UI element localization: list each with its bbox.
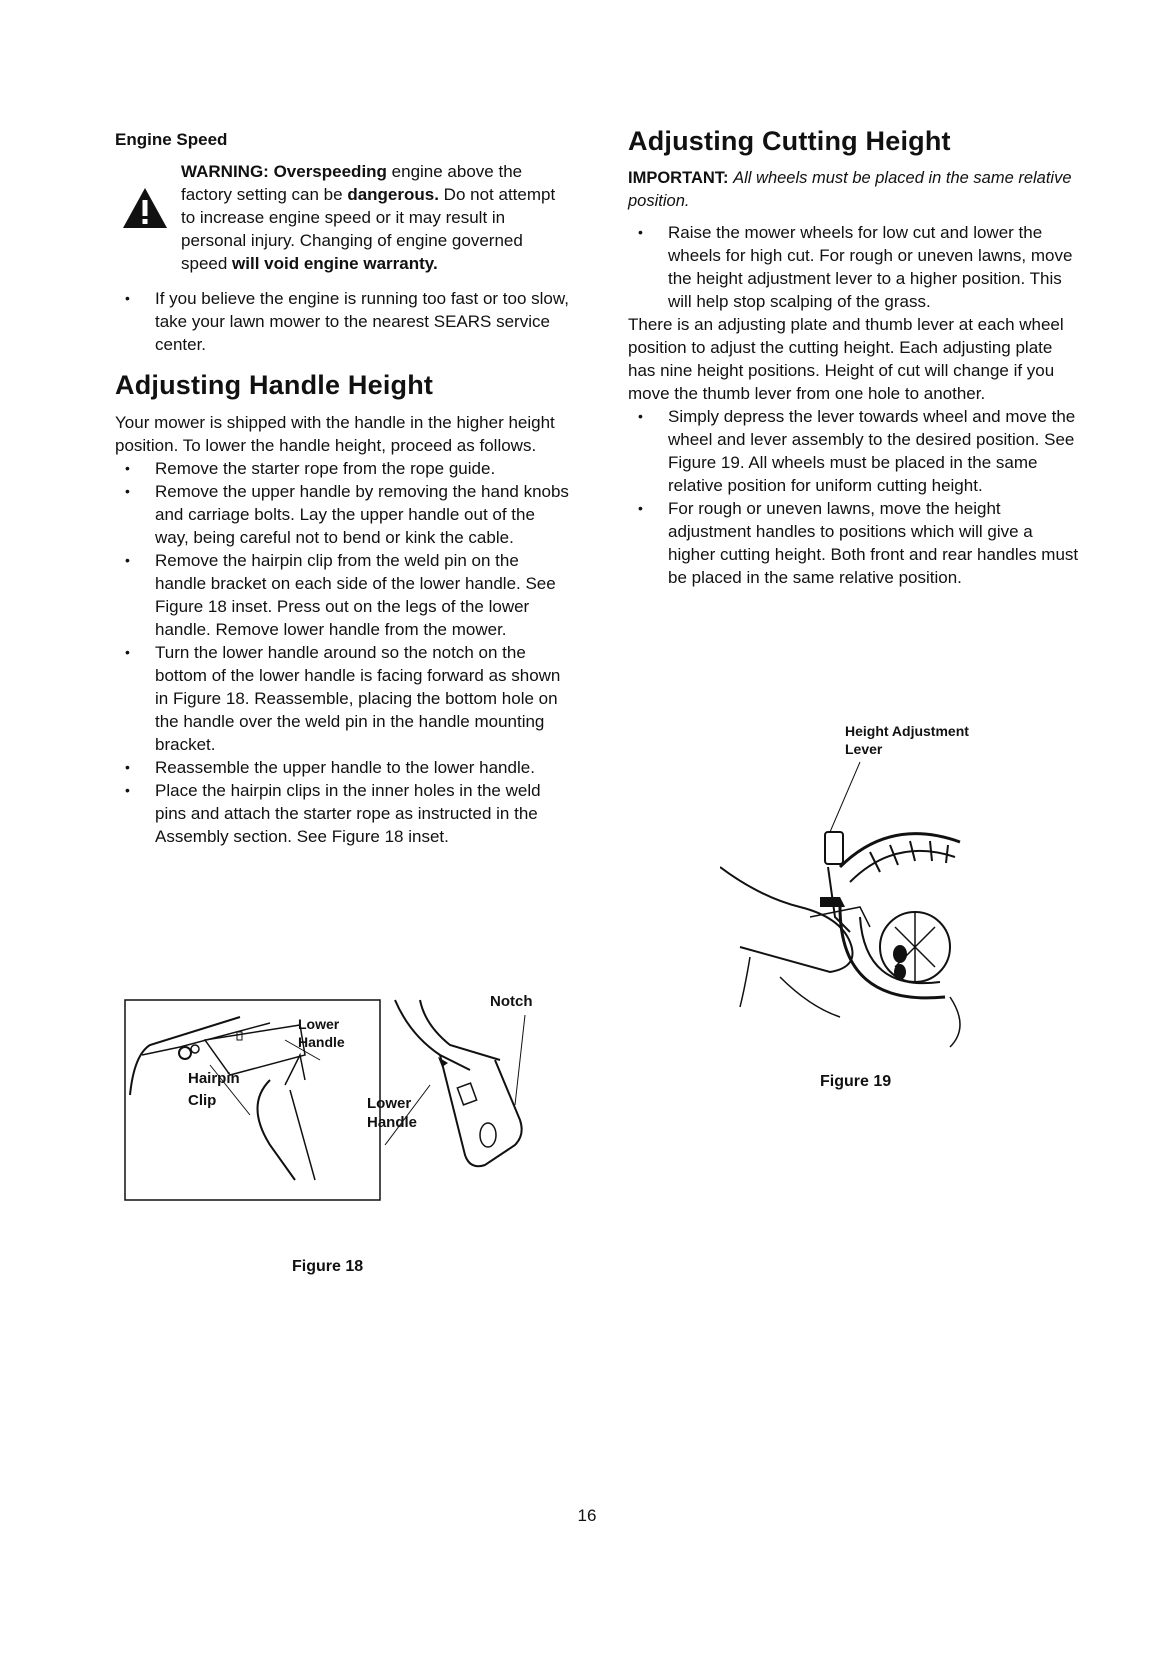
handle-bullet-list	[115, 457, 570, 848]
warning-dangerous: dangerous.	[347, 185, 439, 204]
figure-19-caption: Figure 19	[820, 1073, 892, 1090]
list-item: • Remove the starter rope from the rope guide.	[115, 457, 570, 480]
important-note	[628, 167, 1083, 213]
cutting-bullet-list-a	[628, 221, 1083, 313]
list-item: • For rough or uneven lawns, move the height adjustment handles to positions which will give a higher cutting height. Both front and rear handles must be placed in the same relative position.	[628, 497, 1083, 589]
clip-label: Clip	[188, 1092, 217, 1109]
page-number: 16	[577, 1506, 597, 1525]
figure-19-drawing	[720, 757, 1040, 1062]
left-column	[115, 130, 570, 848]
warning-lead: WARNING:	[181, 162, 269, 181]
list-item: • Turn the lower handle around so the notch on the bottom of the lower handle is facing forward as shown in Figure 18. Reassemble, placing the bottom hole on the handle over the weld pin in the handle mounting bracket.	[115, 641, 570, 756]
list-item: • Remove the hairpin clip from the weld pin on the handle bracket on each side of the lower handle. See Figure 18 inset. Press out on the legs of the lower handle. Remove lower handle from the mower.	[115, 549, 570, 641]
cutting-height-heading: Adjusting Cutting Height	[628, 126, 951, 156]
handle-label: Handle	[367, 1114, 418, 1131]
figure-18-caption: Figure 18	[292, 1258, 364, 1275]
figure-18	[120, 995, 580, 1245]
figure-19	[720, 722, 1040, 1062]
inset-handle-label: Handle	[298, 1034, 345, 1050]
inset-lower-label: Lower	[298, 1016, 340, 1032]
figure-18-drawing	[120, 995, 580, 1245]
list-item: • Place the hairpin clips in the inner holes in the weld pins and attach the starter rope as instructed in the Assembly section. See Figure 18 inset.	[115, 779, 570, 848]
height-adjustment-label: Height Adjustment	[845, 723, 969, 739]
lever-label: Lever	[845, 741, 883, 757]
right-column	[628, 126, 1083, 589]
engine-bullet-list	[115, 287, 570, 356]
handle-height-heading: Adjusting Handle Height	[115, 370, 434, 400]
warning-void: will void engine warranty.	[232, 254, 438, 273]
list-item: • Simply depress the lever towards wheel and move the wheel and lever assembly to the desired position. See Figure 19. All wheels must be placed in the same relative position for uniform cutting height.	[628, 405, 1083, 497]
warning-text-1: engine above the factory setting can be	[181, 162, 523, 204]
notch-label: Notch	[490, 993, 533, 1010]
important-text: All wheels must be placed in the same relative position.	[628, 169, 1072, 210]
cutting-bullet-list-b	[628, 405, 1083, 589]
list-item: • Raise the mower wheels for low cut and lower the wheels for high cut. For rough or uneven lawns, move the height adjustment lever to a higher position. This will help stop scalping of the grass.	[628, 221, 1083, 313]
hairpin-label: Hairpin	[188, 1070, 240, 1087]
handle-intro: Your mower is shipped with the handle in the higher height position. To lower the handle height, proceed as follows.	[115, 413, 555, 455]
engine-speed-heading: Engine Speed	[115, 130, 228, 149]
list-item: • If you believe the engine is running too fast or too slow, take your lawn mower to the nearest SEARS service center.	[115, 287, 570, 356]
list-item: • Reassemble the upper handle to the lower handle.	[115, 756, 570, 779]
important-label: IMPORTANT:	[628, 169, 729, 187]
adjusting-plate-paragraph: There is an adjusting plate and thumb lever at each wheel position to adjust the cutting height. Each adjusting plate has nine height positions. Height of cut will change if you move the thumb lever from one hole to another.	[628, 315, 1064, 403]
warning-icon	[121, 186, 169, 230]
warning-text-2: Do not attempt to increase engine speed or it may result in personal injury. Changing of engine governed speed	[181, 185, 556, 273]
warning-block	[115, 160, 570, 275]
warning-lead-bold: Overspeeding	[273, 162, 387, 181]
lower-label: Lower	[367, 1095, 412, 1112]
list-item: • Remove the upper handle by removing the hand knobs and carriage bolts. Lay the upper handle out of the way, being careful not to bend or kink the cable.	[115, 480, 570, 549]
